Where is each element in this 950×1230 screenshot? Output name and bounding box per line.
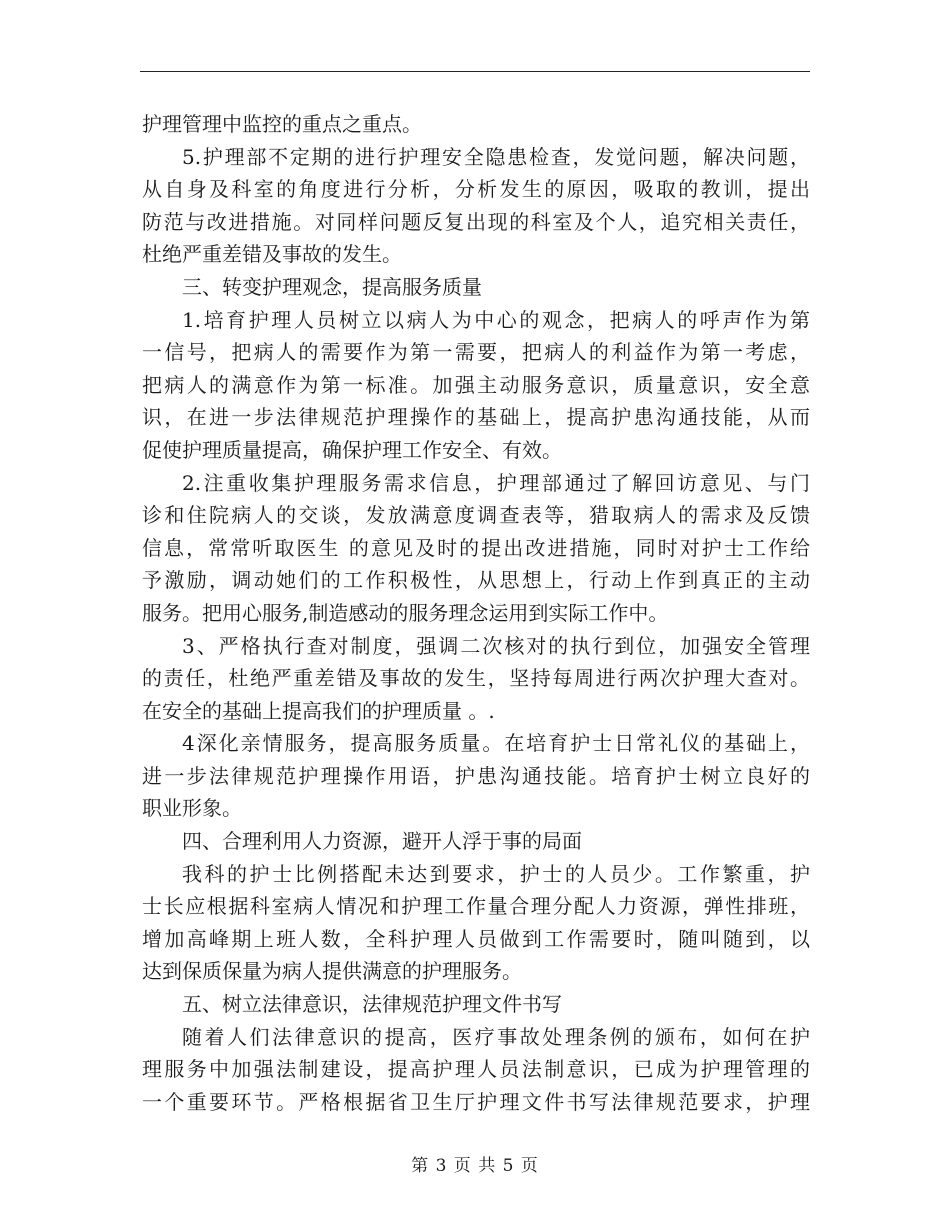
text-line: 从自身及科室的角度进行分析，分析发生的原因，吸取的教训，提出 — [142, 177, 810, 202]
text-line: 把病人的满意作为第一标准。加强主动服务意识，质量意识，安全意 — [142, 372, 810, 397]
text-line: 的责任，杜绝严重差错及事故的发生，坚持每周进行两次护理大查对。 — [142, 666, 810, 691]
text-line: 5.护理部不定期的进行护理安全隐患检查，发觉问题，解决问题， — [182, 144, 810, 169]
text-line: 五、树立法律意识，法律规范护理文件书写 — [182, 992, 562, 1017]
text-line: 2.注重收集护理服务需求信息，护理部通过了解回访意见、与门 — [182, 470, 810, 495]
text-line: 进一步法律规范护理操作用语，护患沟通技能。培育护士树立良好的 — [142, 763, 810, 788]
text-line: 诊和住院病人的交谈，发放满意度调查表等，猎取病人的需求及反馈 — [142, 503, 810, 528]
text-line: 三、转变护理观念，提高服务质量 — [182, 274, 482, 299]
text-line: 3、严格执行查对制度，强调二次核对的执行到位，加强安全管理 — [182, 633, 810, 658]
text-line: 予激励，调动她们的工作积极性，从思想上，行动上作到真正的主动 — [142, 568, 810, 593]
text-line: 杜绝严重差错及事故的发生。 — [142, 242, 402, 267]
text-line: 一信号，把病人的需要作为第一需要，把病人的利益作为第一考虑， — [142, 340, 810, 365]
text-line: 职业形象。 — [142, 796, 242, 821]
document-body — [142, 108, 810, 1118]
text-line: 识，在进一步法律规范护理操作的基础上，提高护患沟通技能，从而 — [142, 405, 810, 430]
text-line: 一个重要环节。严格根据省卫生厅护理文件书写法律规范要求，护理 — [142, 1089, 810, 1114]
text-line: 士长应根据科室病人情况和护理工作量合理分配人力资源，弹性排班， — [142, 894, 810, 919]
header-rule — [140, 71, 810, 72]
text-line: 护理管理中监控的重点之重点。 — [142, 112, 422, 136]
text-line: 四、合理利用人力资源，避开人浮于事的局面 — [182, 829, 582, 854]
text-line: 在安全的基础上提高我们的护理质量 。. — [142, 698, 495, 723]
text-line: 我科的护士比例搭配未达到要求，护士的人员少。工作繁重，护 — [182, 861, 810, 886]
text-line: 4深化亲情服务，提高服务质量。在培育护士日常礼仪的基础上， — [182, 731, 810, 756]
text-line: 服务。把用心服务,制造感动的服务理念运用到实际工作中。 — [142, 600, 669, 625]
text-line: 防范与改进措施。对同样问题反复出现的科室及个人，追究相关责任， — [142, 209, 810, 234]
text-line: 增加高峰期上班人数，全科护理人员做到工作需要时，随叫随到，以 — [142, 926, 810, 951]
text-line: 信息，常常听取医生 的意见及时的提出改进措施，同时对护士工作给 — [142, 535, 810, 560]
text-line: 随着人们法律意识的提高，医疗事故处理条例的颁布，如何在护 — [182, 1024, 810, 1049]
text-line: 1.培育护理人员树立以病人为中心的观念，把病人的呼声作为第 — [182, 307, 810, 332]
text-line: 促使护理质量提高，确保护理工作安全、有效。 — [142, 437, 562, 462]
text-line: 达到保质保量为病人提供满意的护理服务。 — [142, 959, 522, 984]
page-footer: 第 3 页 共 5 页 — [411, 1156, 539, 1176]
text-line: 理服务中加强法制建设，提高护理人员法制意识，已成为护理管理的 — [142, 1057, 810, 1082]
